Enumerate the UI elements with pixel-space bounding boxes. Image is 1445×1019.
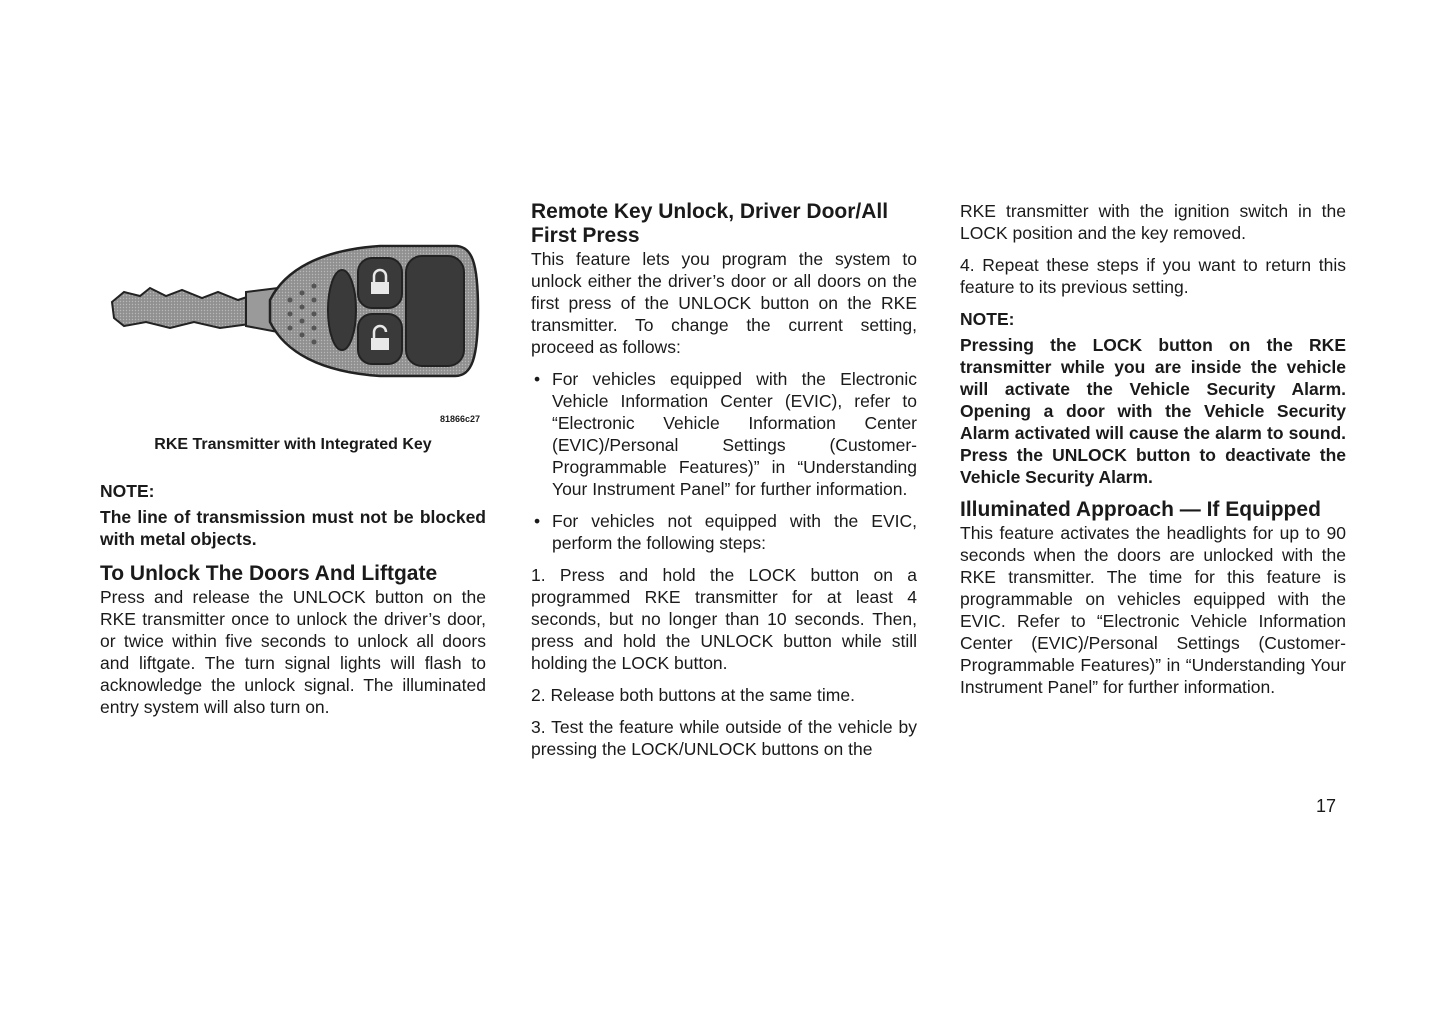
panic-button bbox=[328, 270, 356, 350]
figure-caption: RKE Transmitter with Integrated Key bbox=[154, 436, 432, 453]
liftgate-button bbox=[406, 256, 464, 366]
left-column bbox=[100, 196, 486, 718]
right-column bbox=[960, 196, 1346, 698]
step-1: 1. Press and hold the LOCK button on a programmed RKE transmitter for at least 4 seconds, but no longer than 10 seconds. Then, press and hold the UNLOCK button while still holding the LOCK button. bbox=[531, 565, 917, 673]
remote-key-paragraph: This feature lets you program the system to unlock either the driver’s door or all doors on the first press of the UNLOCK button on the RKE transmitter. To change the current setting, proceed as follows: bbox=[531, 249, 917, 357]
step-3-continuation: RKE transmitter with the ignition switch in the LOCK position and the key removed. bbox=[960, 201, 1346, 243]
rke-key-illustration bbox=[110, 240, 480, 390]
page-number: 17 bbox=[1316, 796, 1337, 816]
figure-code: 81866c27 bbox=[439, 414, 480, 424]
rke-transmitter-figure bbox=[100, 196, 486, 426]
step-3: 3. Test the feature while outside of the vehicle by pressing the LOCK/UNLOCK buttons on the bbox=[531, 717, 917, 759]
note-text: Pressing the LOCK button on the RKE transmitter while you are inside the vehicle will activate the Vehicle Security Alarm. Opening a door with the Vehicle Security Alarm activated will cause the alarm to sound. Press the UNLOCK button to deactivate the Vehicle Security Alarm. bbox=[960, 335, 1346, 487]
section-heading-remote-key-unlock: Remote Key Unlock, Driver Door/All First Press bbox=[531, 200, 889, 247]
list-item: • For vehicles equipped with the Electronic Vehicle Information Center (EVIC), refer to “Electronic Vehicle Information Center (EVIC)/Personal Settings (Customer-Programmable Features)” in “Understanding Your Instrument Panel” for further information. bbox=[531, 368, 917, 500]
list-item: • For vehicles not equipped with the EVIC, perform the following steps: bbox=[531, 510, 917, 554]
section-heading-illuminated-approach: Illuminated Approach — If Equipped bbox=[960, 498, 1321, 521]
step-2: 2. Release both buttons at the same time. bbox=[531, 685, 855, 705]
middle-column bbox=[531, 196, 917, 760]
note-label: NOTE: bbox=[960, 309, 1015, 329]
key-blade bbox=[112, 288, 250, 328]
note-label: NOTE: bbox=[100, 481, 155, 501]
section-heading-unlock-doors: To Unlock The Doors And Liftgate bbox=[100, 562, 438, 585]
note-text: The line of transmission must not be blocked with metal objects. bbox=[100, 507, 486, 549]
illuminated-approach-paragraph: This feature activates the headlights for up to 90 seconds when the doors are unlocked with the RKE transmitter. The time for this feature is programmable on vehicles equipped with the EVIC. Refer to “Electronic Vehicle Information Center (EVIC)/Personal Settings (Customer-Programmable Features)” in “Understanding Your Instrument Panel” for further information. bbox=[960, 523, 1346, 697]
unlock-doors-paragraph: Press and release the UNLOCK button on the RKE transmitter once to unlock the driver’s door, or twice within five seconds to unlock all doors and liftgate. The turn signal lights will flash to acknowledge the unlock signal. The illuminated entry system will also turn on. bbox=[100, 587, 486, 717]
evic-bullet-list bbox=[531, 368, 917, 554]
step-4: 4. Repeat these steps if you want to return this feature to its previous setting. bbox=[960, 255, 1346, 297]
